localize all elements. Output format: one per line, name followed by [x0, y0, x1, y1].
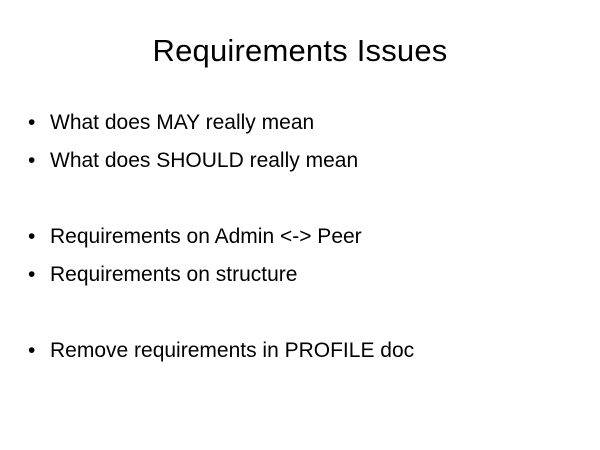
bullet-icon: •	[28, 149, 36, 172]
list-item-label: What does MAY really mean	[50, 111, 315, 134]
list-item	[28, 218, 578, 256]
list-item	[28, 104, 578, 142]
page-title: Requirements Issues	[152, 33, 448, 68]
bullet-group	[28, 218, 578, 294]
bullet-group	[28, 104, 578, 180]
bullet-icon: •	[28, 225, 36, 248]
list-item-label: Requirements on structure	[50, 263, 298, 286]
list-item	[28, 256, 578, 294]
bullet-icon: •	[28, 263, 36, 286]
bullet-group	[28, 332, 578, 370]
slide-body	[28, 104, 578, 370]
bullet-icon: •	[28, 111, 36, 134]
list-item	[28, 332, 578, 370]
bullet-icon: •	[28, 339, 36, 362]
list-item	[28, 142, 578, 180]
list-item-label: Remove requirements in PROFILE doc	[50, 339, 415, 362]
list-item-label: Requirements on Admin <-> Peer	[50, 225, 362, 248]
list-item-label: What does SHOULD really mean	[50, 149, 359, 172]
